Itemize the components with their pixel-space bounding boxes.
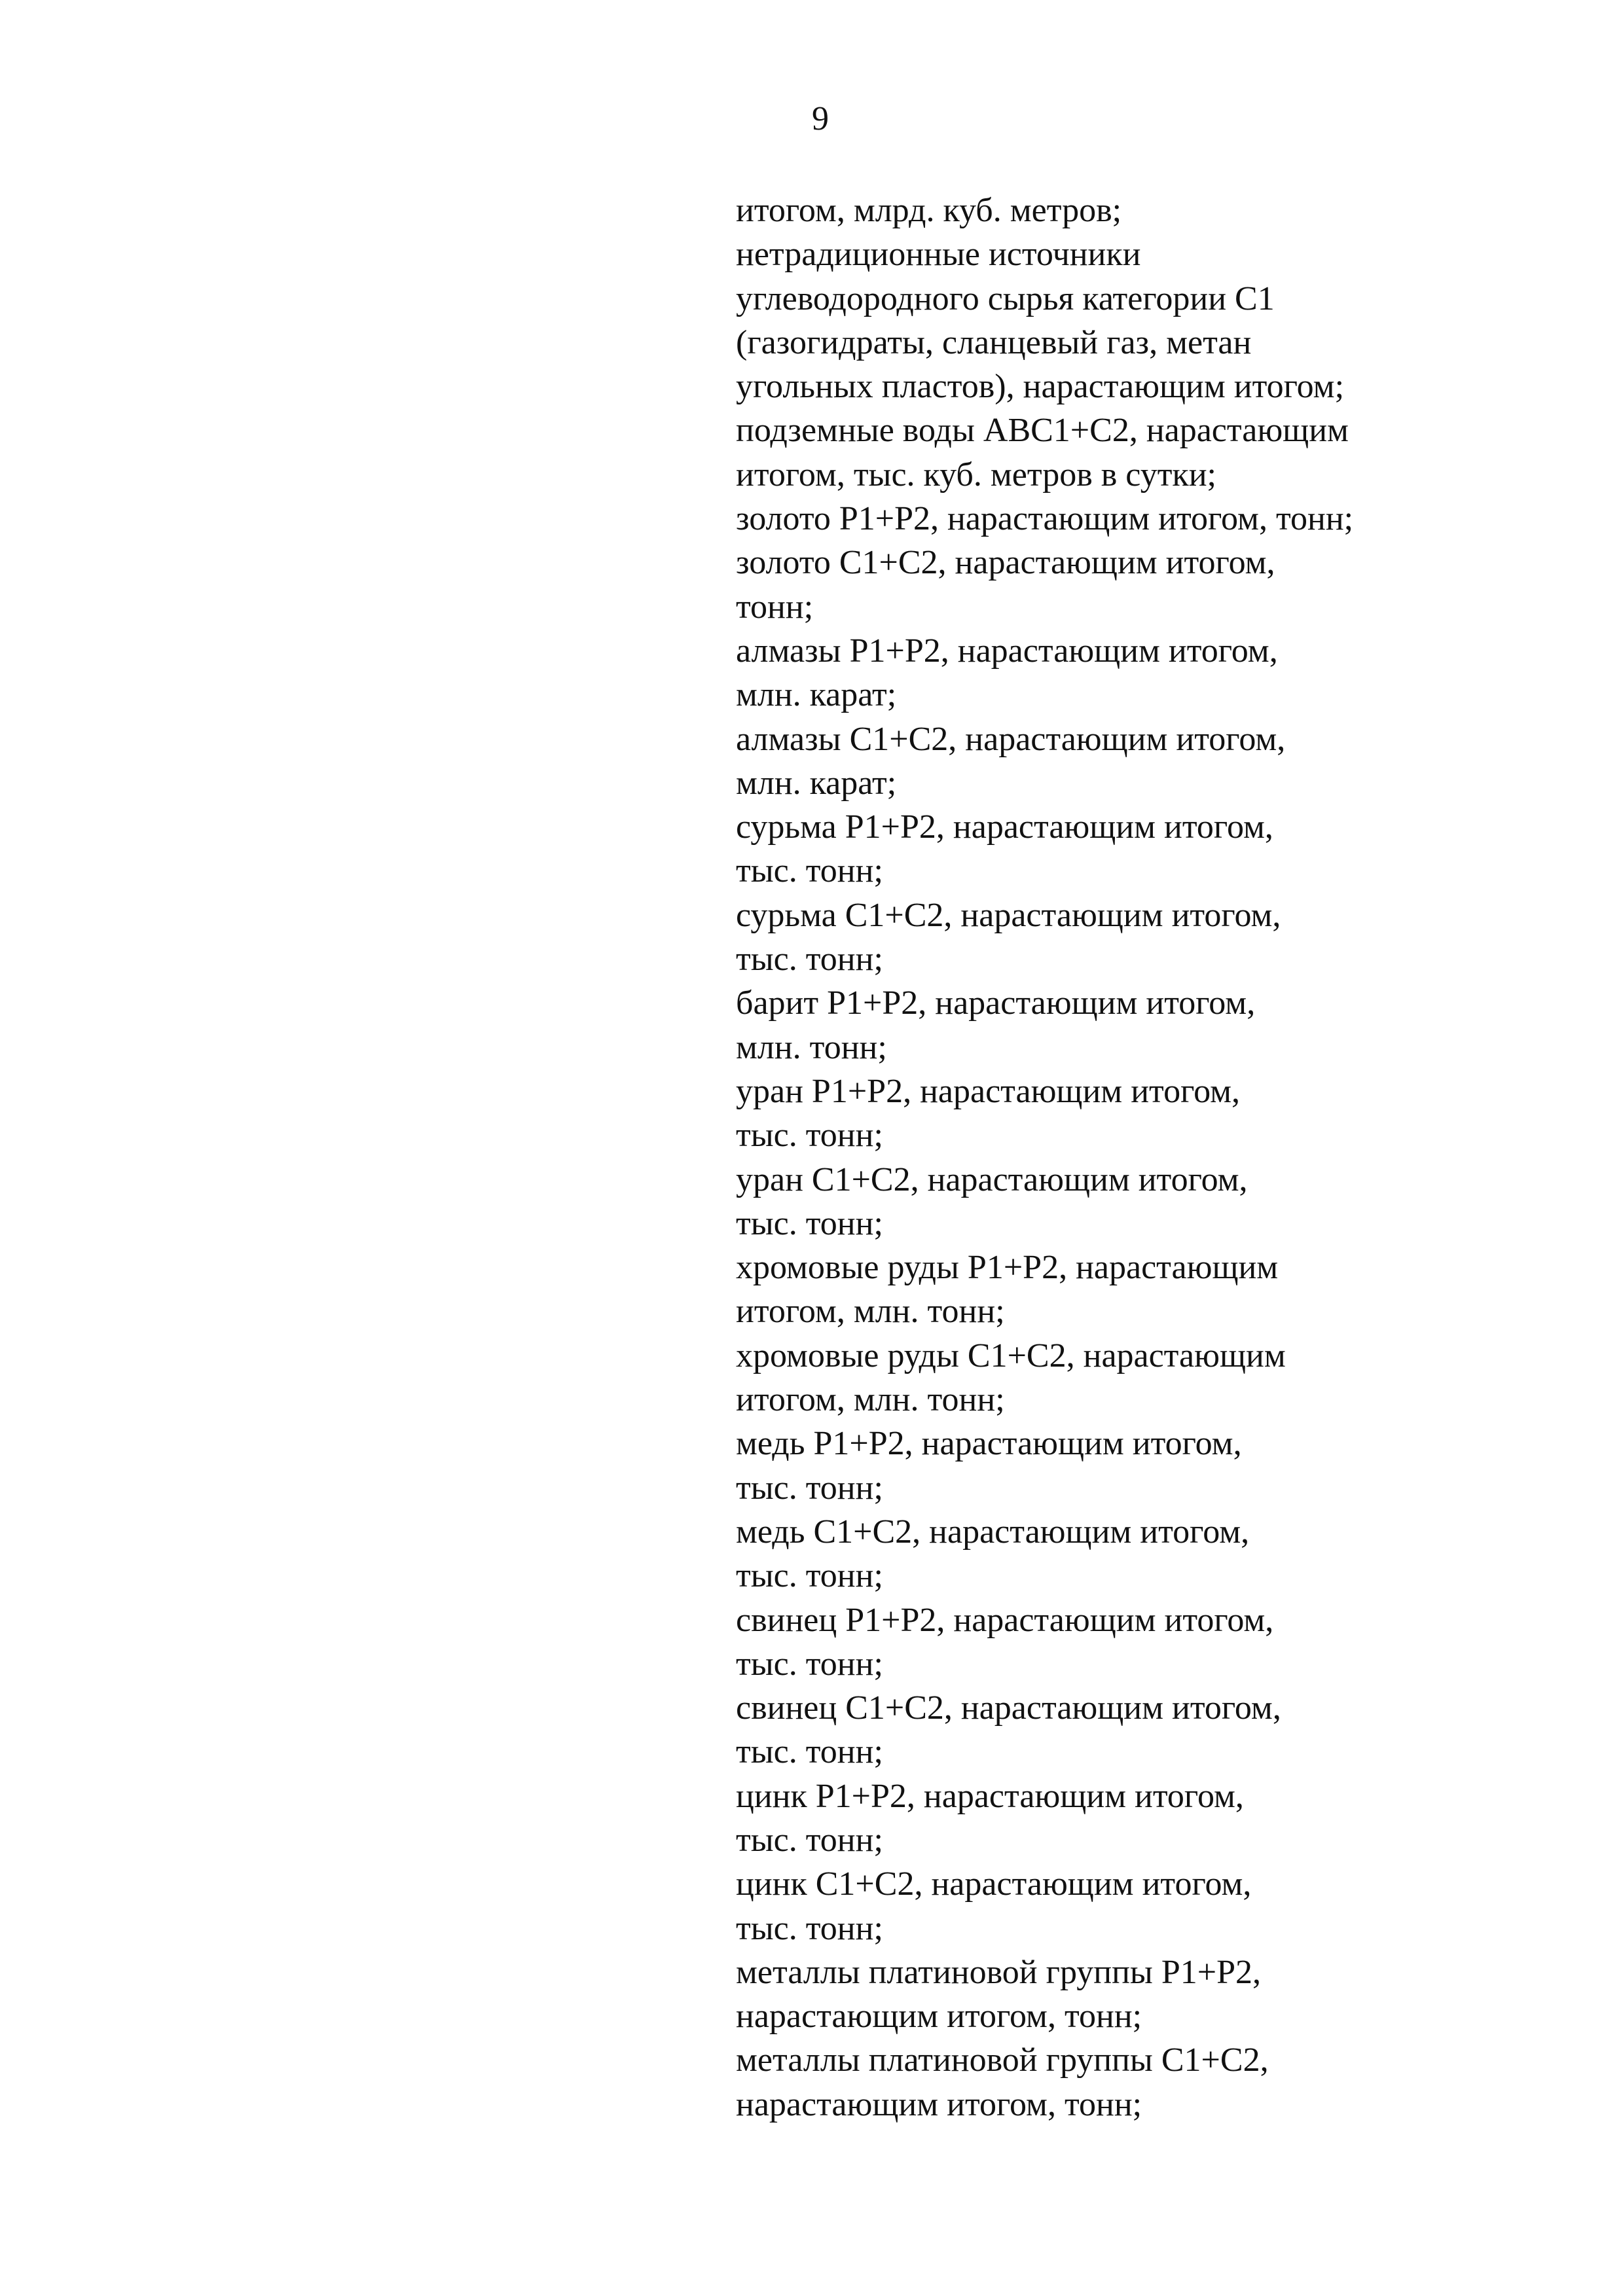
- text-line: свинец С1+С2, нарастающим итогом,: [736, 1689, 1281, 1727]
- text-line: тыс. тонн;: [736, 941, 883, 978]
- text-line: тыс. тонн;: [736, 1204, 883, 1242]
- text-line: (газогидраты, сланцевый газ, метан: [736, 323, 1252, 361]
- text-line: металлы платиновой группы Р1+Р2,: [736, 1953, 1262, 1991]
- text-line: итогом, млн. тонн;: [736, 1293, 1005, 1331]
- text-line: хромовые руды С1+С2, нарастающим: [736, 1336, 1286, 1374]
- text-line: алмазы С1+С2, нарастающим итогом,: [736, 720, 1286, 758]
- text-line: барит Р1+Р2, нарастающим итогом,: [736, 984, 1256, 1022]
- text-line: угольных пластов), нарастающим итогом;: [736, 368, 1345, 406]
- text-line: тыс. тонн;: [736, 1909, 883, 1947]
- text-line: тонн;: [736, 588, 814, 626]
- text-line: медь Р1+Р2, нарастающим итогом,: [736, 1425, 1242, 1463]
- text-line: золото С1+С2, нарастающим итогом,: [736, 544, 1275, 582]
- text-line: цинк С1+С2, нарастающим итогом,: [736, 1865, 1252, 1903]
- text-line: млн. тонн;: [736, 1028, 887, 1066]
- page-number: 9: [812, 100, 829, 137]
- text-line: подземные воды АВС1+С2, нарастающим: [736, 412, 1349, 450]
- text-line: цинк Р1+Р2, нарастающим итогом,: [736, 1777, 1244, 1815]
- text-line: млн. карат;: [736, 676, 897, 714]
- text-line: медь С1+С2, нарастающим итогом,: [736, 1513, 1250, 1551]
- text-line: тыс. тонн;: [736, 1645, 883, 1683]
- text-line: свинец Р1+Р2, нарастающим итогом,: [736, 1601, 1274, 1639]
- text-line: углеводородного сырья категории С1: [736, 279, 1275, 317]
- text-line: сурьма Р1+Р2, нарастающим итогом,: [736, 808, 1273, 846]
- text-line: металлы платиновой группы С1+С2,: [736, 2041, 1269, 2079]
- text-line: алмазы Р1+Р2, нарастающим итогом,: [736, 632, 1278, 670]
- text-line: млн. карат;: [736, 764, 897, 802]
- text-line: хромовые руды Р1+Р2, нарастающим: [736, 1249, 1279, 1287]
- text-line: тыс. тонн;: [736, 852, 883, 890]
- text-line: тыс. тонн;: [736, 1469, 883, 1507]
- text-line: итогом, млрд. куб. метров;: [736, 192, 1122, 229]
- text-line: тыс. тонн;: [736, 1557, 883, 1595]
- text-line: нарастающим итогом, тонн;: [736, 1998, 1142, 2036]
- text-line: уран Р1+Р2, нарастающим итогом,: [736, 1072, 1241, 1110]
- text-line: тыс. тонн;: [736, 1821, 883, 1859]
- text-line: итогом, тыс. куб. метров в сутки;: [736, 456, 1216, 493]
- text-line: нарастающим итогом, тонн;: [736, 2085, 1142, 2123]
- text-line: золото Р1+Р2, нарастающим итогом, тонн;: [736, 500, 1354, 538]
- text-line: сурьма С1+С2, нарастающим итогом,: [736, 896, 1281, 934]
- text-line: тыс. тонн;: [736, 1733, 883, 1771]
- text-line: нетрадиционные источники: [736, 236, 1141, 274]
- text-line: итогом, млн. тонн;: [736, 1381, 1005, 1419]
- document-body: [736, 188, 1548, 2126]
- text-line: тыс. тонн;: [736, 1117, 883, 1155]
- text-line: уран С1+С2, нарастающим итогом,: [736, 1160, 1248, 1198]
